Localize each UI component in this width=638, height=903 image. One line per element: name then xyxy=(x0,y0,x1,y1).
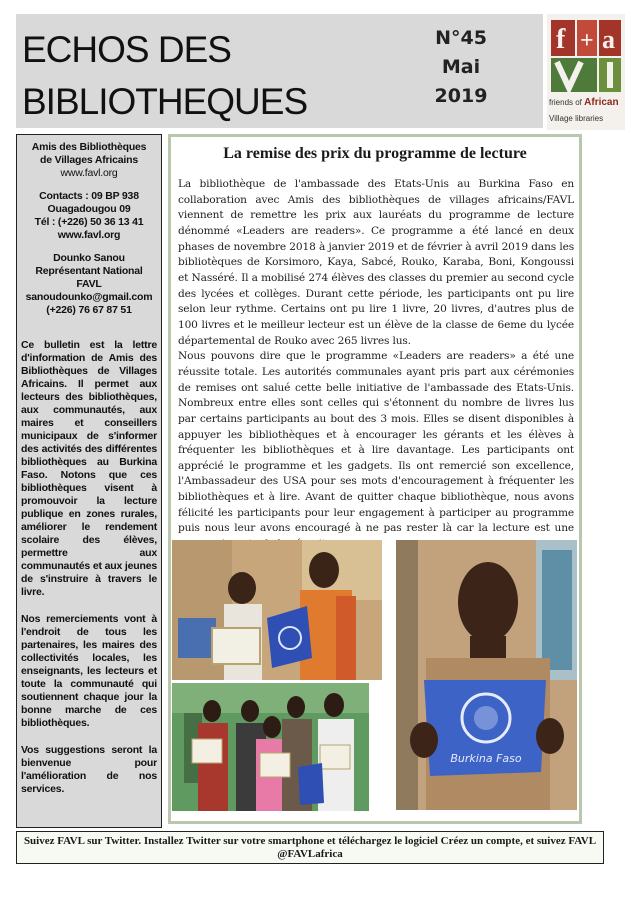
sidebar-body xyxy=(21,339,157,796)
rep-name: Dounko Sanou xyxy=(53,252,125,264)
rep-phone: (+226) 76 67 87 51 xyxy=(46,304,132,316)
svg-text:+: + xyxy=(580,28,594,54)
sidebar-paragraph-suggestions: Vos suggestions seront la bienvenue pour l'amélioration de nos services. xyxy=(21,744,157,795)
article-title: La remise des prix du programme de lecture xyxy=(223,145,527,162)
contacts-line: Contacts : 09 BP 938 xyxy=(39,190,139,202)
sidebar-paragraph-intro: Ce bulletin est la lettre d'information de Amis des Bibliothèques de Villages Africains. Il permet aux lecteurs des bibliothèques, aux communautés, aux maires et conseillers municipaux de s'informer des activités des différentes bibliothèques au Burkina Faso. Notons que ces bibliothèques visent à promouvoir la lecture publique en zones rurales, améliorer le rendement scolaire des élèves, permettre aux communautés et aux jeunes de s'instruire à travers le livre. xyxy=(21,339,157,598)
issue-month: Mai xyxy=(441,56,481,78)
city-line: Ouagadougou 09 xyxy=(47,203,131,215)
sidebar xyxy=(16,134,162,828)
logo-tagline-2: Village libraries xyxy=(549,114,604,123)
masthead xyxy=(16,14,543,128)
logo-tagline-1: friends of African xyxy=(549,97,619,108)
contact-block xyxy=(21,141,157,317)
phone-line: Tél : (+226) 50 36 13 41 xyxy=(34,216,144,228)
org-name-line1: Amis des Bibliothèques xyxy=(31,141,147,153)
svg-text:f: f xyxy=(556,24,566,55)
newsletter-title xyxy=(22,24,307,128)
website-link[interactable]: www.favl.org xyxy=(60,167,118,179)
favl-logo-mark xyxy=(547,14,625,96)
issue-number: N°45 xyxy=(435,27,487,49)
photo-group-laureates xyxy=(172,683,369,811)
website-bold[interactable]: www.favl.org xyxy=(57,229,121,241)
org-name-line2: de Villages Africains xyxy=(40,154,138,166)
issue-year: 2019 xyxy=(434,85,488,107)
article-body xyxy=(178,177,574,553)
footer-twitter-banner: Suivez FAVL sur Twitter. Installez Twitter sur votre smartphone et téléchargez le logiciel Créez un compte, et suivez FAVL @FAVLafrica xyxy=(16,831,604,864)
photo-student-with-bag xyxy=(396,540,577,810)
favl-logo xyxy=(547,14,625,130)
rep-title-1: Représentant National xyxy=(35,265,143,277)
title-line-2: BIBLIOTHEQUES xyxy=(22,81,308,122)
title-line-1: ECHOS DES xyxy=(22,29,231,70)
svg-text:a: a xyxy=(602,25,615,54)
bag-label: Burkina Faso xyxy=(450,752,522,765)
article-paragraph-2: Nous pouvons dire que le programme «Leaders are readers» a été une réussite totale. Les autorités communales ayant pris part aux cérémonies de remises ont salué cette belle initiative de l'ambassade des Etats-Unis. Nombreux entre elles sont celles qui s'étonnent du nombre de livres lus par certains participants au bout des 3 mois. Elles se disent disponibles à appuyer les bibliothèques et à encourager les gérants et les élèves à fréquenter les bibliothèques et à lire davantage. Les participants ont apprécié le programme et les gadgets. Ils ont remercié son excellence, l'Ambassadeur des USA pour ses mots d'encouragement à fréquenter les bibliothèques et à lire. Avant de quitter chaque bibliothèque, nous avons félicité les participants pour leur engagement à participer au programme puis nous leur avons encouragé à ne pas rester là car la lecture est une xyxy=(178,350,574,535)
photo-award-handover xyxy=(172,540,382,680)
issue-info xyxy=(416,24,506,111)
rep-title-2: FAVL xyxy=(76,278,102,290)
article-paragraph-1: La bibliothèque de l'ambassade des Etats-Unis au Burkina Faso en collaboration avec Amis des bibliothèques de villages africains/FAVL viennent de remettre les prix aux lauréats du programme de lecture dénommé «Leaders are readers». Ce programme a été lancé en deux phases de novembre 2018 à janvier 2019 et de février à avril 2019 dans les bibliotèques de Korsimoro, Kaya, Sabcé, Rouko, Karaba, Boni, Kongoussi et Nasséré. Il a mobilisé 274 élèves des classes du premier au second cycle des lycées et collèges. Durant cette période, les participants ont pu lire selon leur rythme. Certains ont pu lire 1 livre, 20 livres, d'autres plus de 100 livres et le meilleur lecteur est un élève de la classe de 6eme du lycée départemental de Rouko avec 265 livres lus. xyxy=(178,178,574,347)
rep-email[interactable]: sanoudounko@gmail.com xyxy=(25,291,153,303)
sidebar-paragraph-thanks: Nos remerciements vont à l'endroit de tous les partenaires, les maires des collectivités locales, les enseignants, les lecteurs et toute la communauté qui soutiennent chaque jour la bonne marche de ces bibliothèques. xyxy=(21,613,157,729)
